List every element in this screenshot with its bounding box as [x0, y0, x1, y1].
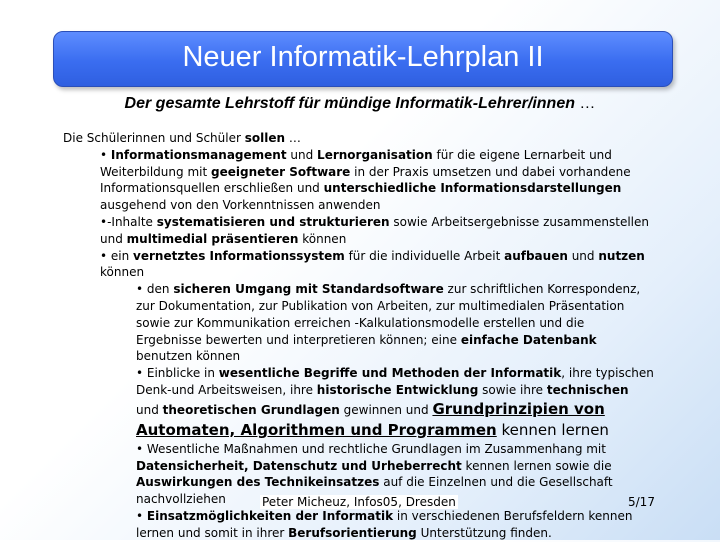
text-run: , ihre typischen: [561, 366, 654, 381]
text-run: sowie Arbeitsergebnisse zusammenstellen: [389, 214, 650, 229]
text-line: [136, 382, 683, 399]
text-run: Denk-und Arbeitsweisen, ihre: [136, 382, 317, 397]
text-run: in verschiedenen Berufsfeldern kennen: [393, 508, 633, 523]
text-line: [136, 365, 683, 382]
text-run-bold: historische Entwicklung: [316, 382, 479, 397]
text-run: Ergebnisse bewerten und interpretieren können; eine: [136, 332, 461, 347]
text-run-bold: geeigneter Software: [211, 164, 351, 179]
text-run: können: [298, 231, 347, 246]
text-line: [136, 474, 683, 491]
text-run: können: [100, 265, 145, 280]
text-run: •: [136, 508, 147, 523]
footer-source: Peter Micheuz, Infos05, Dresden: [262, 495, 456, 509]
text-run-bold: Informationsmanagement: [110, 147, 287, 162]
text-run-bold: Lernorganisation: [317, 147, 433, 162]
bullet-systematize: [63, 214, 683, 248]
text-run: für die individuelle Arbeit: [344, 248, 505, 263]
text-line: [136, 508, 683, 525]
text-run-emphasis: Grundprinzipien von: [432, 399, 605, 418]
bullet-information-management: [63, 147, 683, 214]
text-run-bold: sicheren Umgang mit Standardsoftware: [173, 282, 444, 297]
text-run-bold: einfache Datenbank: [460, 332, 597, 347]
text-line: [136, 420, 683, 441]
slide-title: Neuer Informatik-Lehrplan II: [182, 41, 544, 73]
text-run: zur schriftlichen Korrespondenz,: [443, 282, 641, 297]
text-run: • den: [136, 282, 174, 297]
text-run-bold: Datensicherheit, Datenschutz und Urheberrecht: [136, 458, 462, 473]
text-run: gewinnen und: [339, 402, 433, 417]
text-line: [136, 441, 683, 458]
text-run: für die eigene Lernarbeit und: [432, 147, 612, 162]
text-run: nachvollziehen: [136, 492, 226, 507]
text-run: Informationsquellen erschließen und: [100, 181, 324, 196]
text-run-bold: sollen: [244, 131, 286, 145]
text-run: zur Dokumentation, zur Publikation von Arbeiten, zur multimedialen Präsentation: [136, 298, 625, 313]
text-run-bold: nutzen: [598, 248, 645, 263]
footer-page-number: 5/17: [628, 495, 655, 509]
text-line: [100, 164, 683, 181]
text-run: und: [567, 248, 599, 263]
slide-subtitle: [0, 95, 720, 113]
text-run: und: [100, 231, 127, 246]
text-run: Weiterbildung mit: [100, 164, 211, 179]
text-run: auf die Einzelnen und die Gesellschaft: [379, 475, 613, 490]
text-line: [100, 180, 683, 197]
text-line: [136, 332, 683, 349]
text-run: sowie ihre: [478, 382, 547, 397]
text-line: [136, 348, 683, 365]
text-run: und: [286, 147, 318, 162]
text-run: lernen und somit in ihrer: [136, 525, 289, 540]
subbullet-career: [63, 508, 683, 542]
bullet-information-system: [63, 248, 683, 282]
text-run: sowie zur Kommunikation erreichen -Kalkulationsmodelle erstellen und die: [136, 315, 585, 330]
text-run-bold: Auswirkungen des Technikeinsatzes: [136, 475, 380, 490]
text-line: [100, 264, 683, 281]
text-run: kennen lernen sowie die: [461, 458, 612, 473]
text-line: [136, 298, 683, 315]
text-run-bold: Berufsorientierung: [288, 525, 417, 540]
text-run-bold: technischen: [546, 382, 629, 397]
text-run-bold: systematisieren und strukturieren: [156, 214, 390, 229]
text-line: [100, 197, 683, 214]
text-run: ausgehend von den Vorkenntnissen anwenden: [100, 198, 381, 213]
text-run-bold: wesentliche Begriffe und Methoden der Informatik: [218, 366, 562, 381]
text-run: Die Schülerinnen und Schüler: [63, 131, 245, 145]
text-run: kennen lernen: [496, 420, 609, 439]
text-run: •-Inhalte: [100, 214, 157, 229]
text-run-bold: aufbauen: [504, 248, 568, 263]
text-run-bold: unterschiedliche Informationsdarstellungen: [323, 181, 622, 196]
text-run-bold: theoretischen Grundlagen: [162, 402, 340, 417]
text-run: in der Praxis umsetzen und dabei vorhandene: [350, 164, 631, 179]
title-box: [53, 31, 673, 87]
text-run-bold: multimedial präsentieren: [126, 231, 299, 246]
text-line: [136, 315, 683, 332]
text-line: [136, 525, 683, 542]
text-run-emphasis: Automaten, Algorithmen und Programmen: [136, 420, 497, 439]
slide-content: [63, 130, 683, 542]
text-run: • ein: [100, 248, 134, 263]
text-line: [100, 248, 683, 265]
text-line: [100, 147, 683, 164]
subbullet-standard-software: [63, 281, 683, 365]
text-run: • Einblicke in: [136, 366, 219, 381]
text-line: [100, 231, 683, 248]
text-line: [136, 458, 683, 475]
text-run: und: [136, 402, 163, 417]
text-run: …: [285, 131, 301, 145]
subbullet-concepts: [63, 365, 683, 441]
text-run-bold: vernetztes Informationssystem: [133, 248, 345, 263]
text-run: benutzen können: [136, 349, 241, 364]
text-line: [136, 281, 683, 298]
subtitle-text: Der gesamte Lehrstoff für mündige Informatik-Lehrer/innen: [124, 95, 575, 112]
text-run-bold: Einsatzmöglichkeiten der Informatik: [146, 508, 394, 523]
text-run: • Wesentliche Maßnahmen und rechtliche Grundlagen im Zusammenhang mit: [136, 441, 606, 456]
text-line: [100, 214, 683, 231]
intro-line: [63, 130, 683, 147]
text-run: Unterstützung finden.: [416, 525, 552, 540]
subtitle-ellipsis: …: [574, 95, 596, 112]
text-line: [136, 399, 683, 420]
text-run: •: [100, 147, 111, 162]
